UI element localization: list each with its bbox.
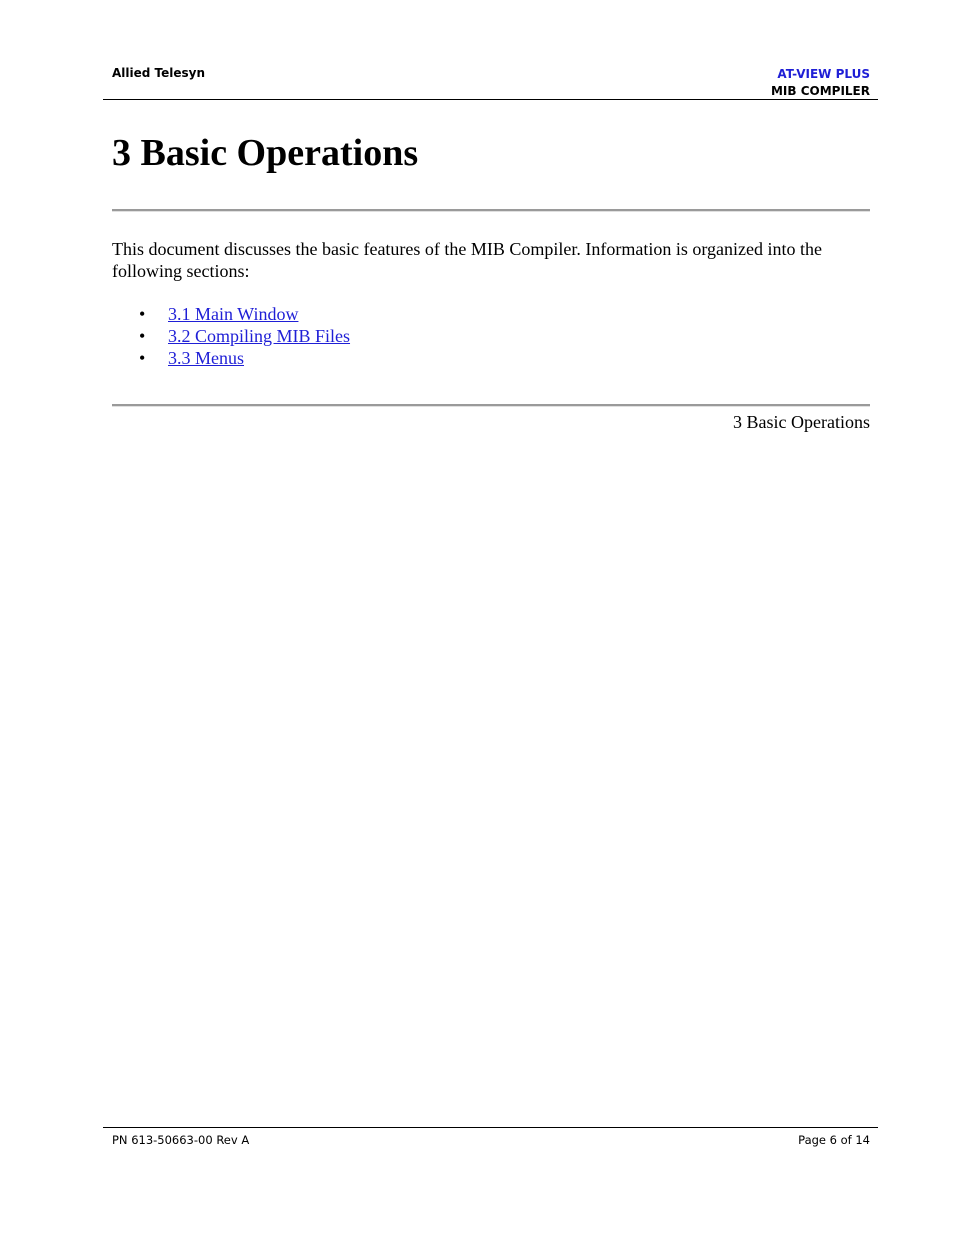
page-number: Page 6 of 14	[798, 1133, 870, 1147]
page-footer	[103, 1127, 878, 1147]
list-item	[112, 303, 350, 325]
list-item	[112, 325, 350, 347]
section-divider	[112, 404, 870, 407]
link-main-window[interactable]: 3.1 Main Window	[168, 304, 299, 324]
bullet-icon: •	[139, 326, 146, 346]
list-item	[112, 347, 350, 369]
section-list	[112, 303, 350, 369]
bullet-icon: •	[139, 304, 146, 324]
link-compiling-mib-files[interactable]: 3.2 Compiling MIB Files	[168, 326, 351, 346]
bullet-icon: •	[139, 348, 146, 368]
header-product-block	[771, 66, 870, 100]
module-name: MIB COMPILER	[770, 84, 870, 98]
company-name: Allied Telesyn	[112, 66, 206, 80]
product-name: AT-VIEW PLUS	[777, 67, 870, 81]
page-title: 3 Basic Operations	[112, 132, 419, 174]
intro-paragraph: This document discusses the basic features of the MIB Compiler. Information is organized into the following sections:	[112, 239, 823, 281]
part-number: PN 613-50663-00 Rev A	[112, 1133, 250, 1147]
section-footer-label: 3 Basic Operations	[733, 412, 870, 432]
page-header	[103, 64, 878, 100]
title-divider	[112, 209, 870, 212]
link-menus[interactable]: 3.3 Menus	[168, 348, 244, 368]
